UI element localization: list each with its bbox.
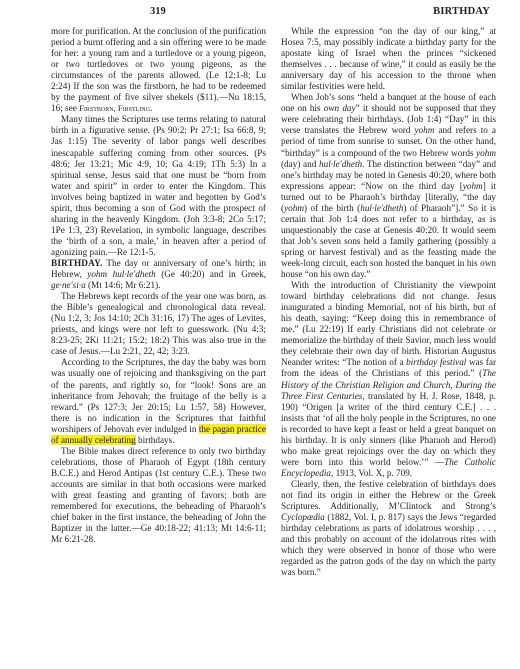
left-column [51,26,266,661]
page-header [50,6,490,22]
book-title: The Catholic Encyclopedia [281,456,496,478]
paragraph-hosea: While the expression “on the day of our king,” at Hosea 7:5, may possibly indicate a birthday party for the apostate king of Israel when the princes “sickened themselves . . . because of wine,” it could as easily be the anniversary day of his accession to the throne when similar festivities were held. [281,26,496,92]
book-title: The History of the Christian Religion and Church, During the Three First Centuries [281,368,496,401]
entry-headword: BIRTHDAY. [51,257,103,268]
entry-birthday-definition: BIRTHDAY. The day or anniversary of one’s birth; in Hebrew, yohm hul·le′dheth (Ge 40:20) and in Greek, ge·ne′si·a (Mt 14:6; Mr 6:21). [51,257,266,291]
paragraph-hebrew-records: The Hebrews kept records of the year one was born, as the Bible’s genealogical and chronological data reveal. (Nu 1:2, 3; Jos 14:10; 2Ch 31:16, 17) The ages of Levites, priests, and kings were not left to guesswork. (Nu 4:3; 8:23-25; 2Ki 11:21; 15:2; 18:2) This was also true in the case of Jesus.—Lu 2:21, 22, 42; 3:23. [51,291,266,357]
paragraph-origin: Clearly, then, the festive celebration of birthdays does not find its origin in either the Hebrew or the Greek Scriptures. Additionally, M’Clintock and Strong’s Cyclopædia (1882, Vol. I, p. 817) says the Jews “regarded birthday celebrations as parts of idolatrous worship . . . , and this probably on account of the idolatrous rites with which they were observed in honor of those who were regarded as the patron gods of the day on which the party was born.” [281,478,496,578]
running-head: BIRTHDAY [433,6,490,17]
right-column [281,26,496,661]
greek-term: ge·ne′si·a [51,280,86,291]
paragraph-job-sons: When Job’s sons “held a banquet at the house of each one on his own day” it should not be supposed that they were celebrating their birthdays. (Job 1:4) “Day” in this verse translates the Hebrew word yohm and refers to a period of time from sunrise to sunset. On the other hand, “birthday” is a compound of the two Hebrew words yohm (day) and hul·le′dheth. The distinction between “day” and one’s birthday may be noted in Genesis 40:20, where both expressions appear: “Now on the third day [yohm] it turned out to be Pharaoh’s birthday [literally, “the day (yohm) of the birth (hul·le′dheth) of Pharaoh”].” So it is certain that Job 1:4 does not refer to a birthday, as is unquestionably the case at Genesis 40:20. It would seem that Job’s seven sons held a family gathering (possibly a spring or harvest festival) and as the feasting made the week-long circuit, each son hosted the banquet in his own house “on his own day.” [281,92,496,280]
paragraph-two-celebrations: The Bible makes direct reference to only two birthday celebrations, those of Pharaoh of Egypt (18th century B.C.E.) and Herod Antipas (1st century C.E.). These two accounts are similar in that both occasions were marked with great feasting and granting of favors; both are remembered for executions, the beheading of Pharaoh’s chief baker in the first instance, the beheading of John the Baptizer in the latter.—Ge 40:18-22; 41:13; Mt 14:6-11; Mr 6:21-28. [51,445,266,545]
page-number: 319 [150,6,166,17]
hebrew-term: yohm hul·le′dheth [87,269,156,280]
cross-reference: Firstborn, Firstling [79,103,150,114]
paragraph-christianity: With the introduction of Christianity the viewpoint toward birthday celebrations did not change. Jesus inaugurated a binding Memorial, not of his birth, but of his death, saying: “Keep doing this in remembrance of me.” (Lu 22:19) If early Christians did not celebrate or memorialize the birthday of their Savior, much less would they celebrate their own day of birth. Historian Augustus Neander writes: “The notion of a birthday festival was far from the ideas of the Christians of this period.” (The History of the Christian Religion and Church, During the Three First Centuries, translated by H. J. Rose, 1848, p. 190) “Origen [a writer of the third century C.E.] . . . insists that ‘of all the holy people in the Scriptures, no one is recorded to have kept a feast or held a great banquet on his birthday. It is only sinners (like Pharaoh and Herod) who make great rejoicings over the day on which they were born into this world below.’” —The Catholic Encyclopedia, 1913, Vol. X, p. 709. [281,280,496,478]
paragraph-figurative-birth: Many times the Scriptures use terms relating to natural birth in a figurative sense. (Ps 90:2; Pr 27:1; Isa 66:8, 9; Jas 1:15) The severity of labor pangs well describes inescapable suffering coming from other sources. (Ps 48:6; Jer 13:21; Mic 4:9, 10; Ga 4:19; 1Th 5:3) In a spiritual sense, Jesus said that one must be “born from water and spirit” in order to enter the Kingdom. This involves being baptized in water and begotten by God’s spirit, thus becoming a son of God with the prospect of sharing in the heavenly Kingdom. (Joh 3:3-8; 2Co 5:17; 1Pe 1:3, 23) Revelation, in symbolic language, describes the ‘birth of a son, a male,’ in heaven after a period of agonizing pain.—Re 12:1-5. [51,114,266,257]
paragraph-purification: more for purification. At the conclusion of the purification period a burnt offering and a sin offering were to be made for her: a young ram and a turtledove or a young pigeon, or two turtledoves or two young pigeons, as the circumstances of the parents allowed. (Le 12:1-8; Lu 2:24) If the son was the firstborn, he had to be redeemed by the payment of five silver shekels ($11).—Nu 18:15, 16; see Firstborn, Firstling. [51,26,266,114]
highlighted-text: the pagan practice of annually celebrating [51,423,266,445]
paragraph-rejoicing: According to the Scriptures, the day the baby was born was usually one of rejoicing and thanksgiving on the part of the parents, and rightly so, for “look! Sons are an inheritance from Jehovah; the fruitage of the belly is a reward.” (Ps 127:3; Jer 20:15; Lu 1:57, 58) However, there is no indication in the Scriptures that faithful worshipers of Jehovah ever indulged in the pagan practice of annually celebrating birthdays. [51,357,266,445]
book-title: Cyclopædia [281,512,325,523]
